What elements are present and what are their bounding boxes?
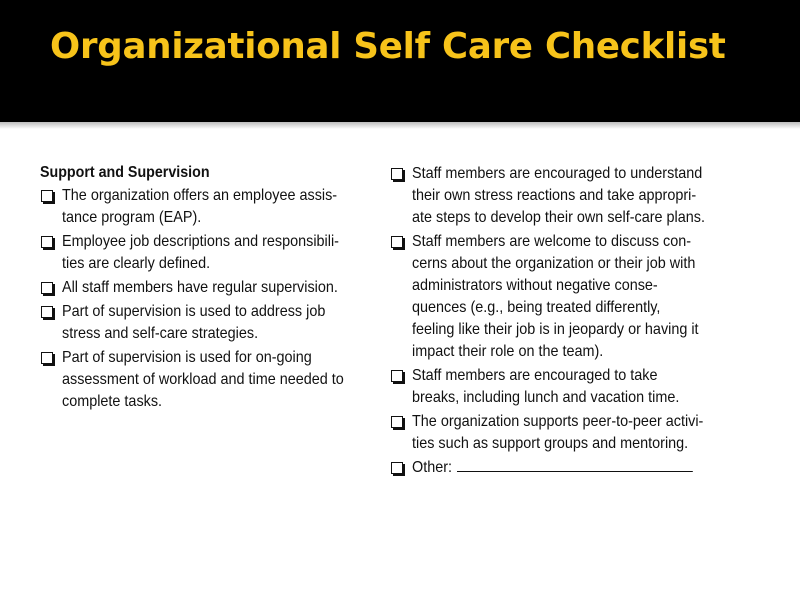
checklist-item-line: Staff members are welcome to discuss con- (412, 233, 692, 250)
left-item-list (40, 185, 385, 413)
checklist-item-line: All staff members have regular supervision. (62, 279, 338, 296)
checklist-item-line: Part of supervision is used for on-going (62, 349, 312, 366)
checkbox-icon[interactable] (391, 416, 403, 428)
checkbox-icon[interactable] (391, 168, 403, 180)
slide-title: Organizational Self Care Checklist (50, 26, 726, 67)
checkbox-icon[interactable] (41, 352, 53, 364)
checklist-left-column (40, 163, 385, 415)
checklist-item[interactable] (390, 163, 740, 229)
checklist-item[interactable] (40, 231, 385, 275)
checklist-item[interactable] (40, 185, 385, 229)
checklist-item-line: feeling like their job is in jeopardy or having it (412, 321, 699, 338)
checklist-item-line: ties such as support groups and mentoring. (412, 435, 689, 452)
checklist-item-line: quences (e.g., being treated differently, (412, 299, 661, 316)
checklist-item-line: Employee job descriptions and responsibili- (62, 233, 339, 250)
checkbox-icon[interactable] (391, 462, 403, 474)
checkbox-icon[interactable] (41, 306, 53, 318)
other-label: Other: (412, 459, 453, 476)
checklist-item-text (62, 301, 385, 345)
checklist-item-line: Part of supervision is used to address job (62, 303, 326, 320)
checklist-item-line: ties are clearly defined. (62, 255, 211, 272)
title-divider (0, 122, 800, 129)
checkbox-icon[interactable] (391, 236, 403, 248)
checkbox-icon[interactable] (41, 190, 53, 202)
checklist-item-text (412, 365, 740, 409)
checklist-item-line: The organization supports peer-to-peer activi- (412, 413, 704, 430)
checklist-item-line: cerns about the organization or their job with (412, 255, 696, 272)
checklist-item-line: Staff members are encouraged to understand (412, 165, 703, 182)
checklist-item-text (62, 277, 385, 299)
checklist-item-text (62, 347, 385, 413)
checklist-item-line: their own stress reactions and take appropri- (412, 187, 697, 204)
checklist-item-line: ate steps to develop their own self-care plans. (412, 209, 705, 226)
checklist-item-other[interactable] (390, 457, 740, 479)
checklist-item[interactable] (390, 411, 740, 455)
checklist-item-text (412, 411, 740, 455)
checklist-item-line: stress and self-care strategies. (62, 325, 259, 342)
checklist-item[interactable] (40, 347, 385, 413)
title-bar (0, 0, 800, 122)
checklist-item-line: tance program (EAP). (62, 209, 202, 226)
right-item-list (390, 163, 740, 455)
checkbox-icon[interactable] (391, 370, 403, 382)
checkbox-icon[interactable] (41, 282, 53, 294)
checklist-item-line: The organization offers an employee assis- (62, 187, 338, 204)
checklist-item-text (62, 185, 385, 229)
other-fill-line[interactable] (457, 470, 693, 472)
checklist-item-line: administrators without negative conse- (412, 277, 658, 294)
checklist-item-text (62, 231, 385, 275)
section-heading: Support and Supervision (40, 164, 210, 181)
checklist-right-column (390, 163, 740, 481)
checklist-item-line: Staff members are encouraged to take (412, 367, 658, 384)
checklist-item-line: breaks, including lunch and vacation time. (412, 389, 680, 406)
checklist-item-line: assessment of workload and time needed to (62, 371, 344, 388)
checklist-item-text (412, 231, 740, 363)
checklist-item-line: impact their role on the team). (412, 343, 604, 360)
checklist-item-line: complete tasks. (62, 393, 163, 410)
checklist-item[interactable] (40, 277, 385, 299)
checkbox-icon[interactable] (41, 236, 53, 248)
checklist-item[interactable] (390, 365, 740, 409)
checklist-item[interactable] (390, 231, 740, 363)
checklist-item[interactable] (40, 301, 385, 345)
checklist-item-text (412, 163, 740, 229)
